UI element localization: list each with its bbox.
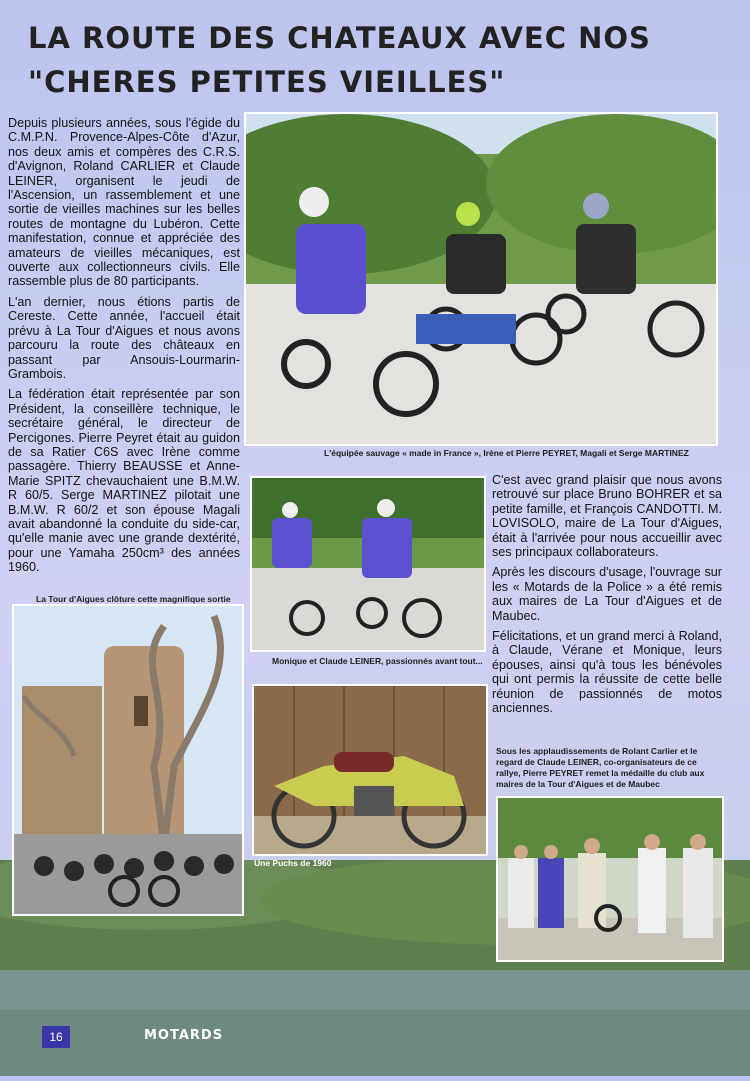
caption-middle: Monique et Claude LEINER, passionnés avant tout... — [272, 656, 483, 666]
magazine-brand: MOTARDS — [144, 1028, 224, 1043]
photo-riders-road-image — [246, 114, 718, 446]
page-number: 16 — [42, 1026, 70, 1048]
caption-puch: Une Puchs de 1960 — [254, 858, 332, 868]
photo-medal-ceremony-image — [498, 798, 724, 962]
caption-medal: Sous les applaudissements de Rolant Carlier et le regard de Claude LEINER, co-organisateurs de ce rallye, Pierre PEYRET remet la médaille du club aux maires de la Tour d'Aigues et de Maubec — [496, 746, 705, 789]
paragraph: Après les discours d'usage, l'ouvrage sur les « Motards de la Police » a été remis aux maires de La Tour d'Aigues et de Maubec. — [492, 565, 722, 623]
paragraph: Depuis plusieurs années, sous l'égide du C.M.P.N. Provence-Alpes-Côte d'Azur, nos deux amis et compères des C.R.S. d'Avignon, Roland CARLIER et Claude LEINER, organisent le jeudi de l'Ascension, un rassemblement et une sortie de vieilles machines sur les belles routes de montagne du Lubéron. Cette manifestation, connue et appréciée des amateurs de vieilles mécaniques, est ouverte aux collectionneurs civils. Elle rassemble plus de 80 participants. — [8, 116, 240, 289]
paragraph: Félicitations, et un grand merci à Roland, à Claude, Vérane et Monique, leurs épouses, ainsi qu'à tous les bénévoles qui ont permis la réussite de cette belle réunion de passionnés de motos anciennes. — [492, 629, 722, 716]
photo-tour-daigues-image — [14, 606, 244, 916]
caption-tower: La Tour d'Aigues clôture cette magnifique sortie — [36, 594, 231, 604]
article-title: LA ROUTE DES CHATEAUX AVEC NOS "CHERES PETITES VIEILLES" — [28, 21, 651, 99]
paragraph: C'est avec grand plaisir que nous avons retrouvé sur place Bruno BOHRER et sa petite famille, et François CANDOTTI. M. LOVISOLO, maire de La Tour d'Aigues, était à l'arrivée pour nous accueillir avec ses principaux collaborateurs. — [492, 473, 722, 560]
photo-couple-riders — [250, 476, 486, 652]
paragraph: La fédération était représentée par son Président, la conseillère technique, le secrétaire général, le directeur de Percigones. Pierre Peyret était au guidon de sa Ratier C6S avec Irène comme passagère. Thierry BEAUSSE et Anne-Marie SPITZ chevauchaient une B.M.W. R 60/5. Serge MARTINEZ pilotait une B.M.W. R 60/2 et son épouse Magali avait abandonné la conduite du side-car, qu'elle manie avec une grande dextérité, pour une Yamaha 250cm³ des années 1960. — [8, 387, 240, 575]
photo-couple-riders-image — [252, 478, 486, 652]
photo-puch-1960 — [252, 684, 488, 856]
paragraph: L'an dernier, nous étions partis de Cereste. Cette année, l'accueil était prévu à La Tour d'Aigues et nous avons parcouru la route des châteaux en passant par Ansouis-Lourmarin-Grambois. — [8, 294, 240, 381]
photo-puch-1960-image — [254, 686, 488, 856]
photo-riders-road — [244, 112, 718, 446]
text-column-left — [8, 116, 240, 581]
photo-medal-ceremony — [496, 796, 724, 962]
photo-tour-daigues — [12, 604, 244, 916]
caption-top: L'équipée sauvage « made in France », Irène et Pierre PEYRET, Magali et Serge MARTINEZ — [324, 448, 689, 458]
text-column-right — [492, 473, 722, 722]
